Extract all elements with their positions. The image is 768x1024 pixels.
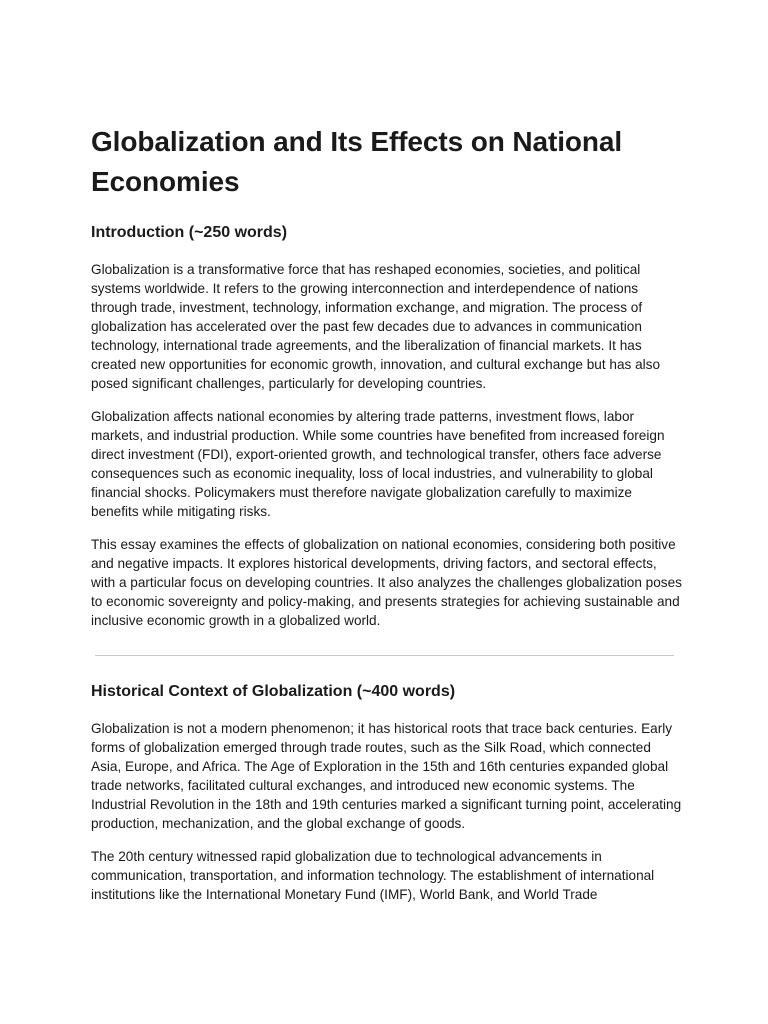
paragraph: Globalization is not a modern phenomenon; it has historical roots that trace back centuries. Early forms of globalization emerged through trade routes, such as the Silk Road, which connected Asia, Europe, and Africa. The Age of Exploration in the 15th and 16th centuries expanded global trade networks, facilitated cultural exchanges, and introduced new economic systems. The Industrial Revolution in the 18th and 19th centuries marked a significant turning point, accelerating production, mechanization, and the global exchange of goods. [91, 721, 682, 831]
paragraph: The 20th century witnessed rapid globalization due to technological advancements in communication, transportation, and information technology. The establishment of international institutions like the International Monetary Fund (IMF), World Bank, and World Trade [91, 849, 655, 902]
section-historical-context [91, 681, 682, 904]
paragraph: This essay examines the effects of globalization on national economies, considering both positive and negative impacts. It explores historical developments, driving factors, and sectoral effects, with a particular focus on developing countries. It also analyzes the challenges globalization poses to economic sovereignty and policy-making, and presents strategies for achieving sustainable and inclusive economic growth in a globalized world. [91, 537, 682, 628]
document-title: Globalization and Its Effects on National Economies [91, 126, 623, 197]
paragraph: Globalization is a transformative force that has reshaped economies, societies, and political systems worldwide. It refers to the growing interconnection and interdependence of nations through trade, investment, technology, information exchange, and migration. The process of globalization has accelerated over the past few decades due to advances in communication technology, international trade agreements, and the liberalization of financial markets. It has created new opportunities for economic growth, innovation, and cultural exchange but has also posed significant challenges, particularly for developing countries. [91, 262, 661, 391]
section-introduction [91, 222, 682, 630]
section-divider [95, 655, 674, 656]
section-heading-historical-context: Historical Context of Globalization (~400 words) [91, 683, 456, 700]
section-heading-introduction: Introduction (~250 words) [91, 224, 288, 241]
paragraph: Globalization affects national economies by altering trade patterns, investment flows, labor markets, and industrial production. While some countries have benefited from increased foreign direct investment (FDI), export-oriented growth, and technological transfer, others face adverse consequences such as economic inequality, loss of local industries, and vulnerability to global financial shocks. Policymakers must therefore navigate globalization carefully to maximize benefits while mitigating risks. [91, 409, 665, 519]
